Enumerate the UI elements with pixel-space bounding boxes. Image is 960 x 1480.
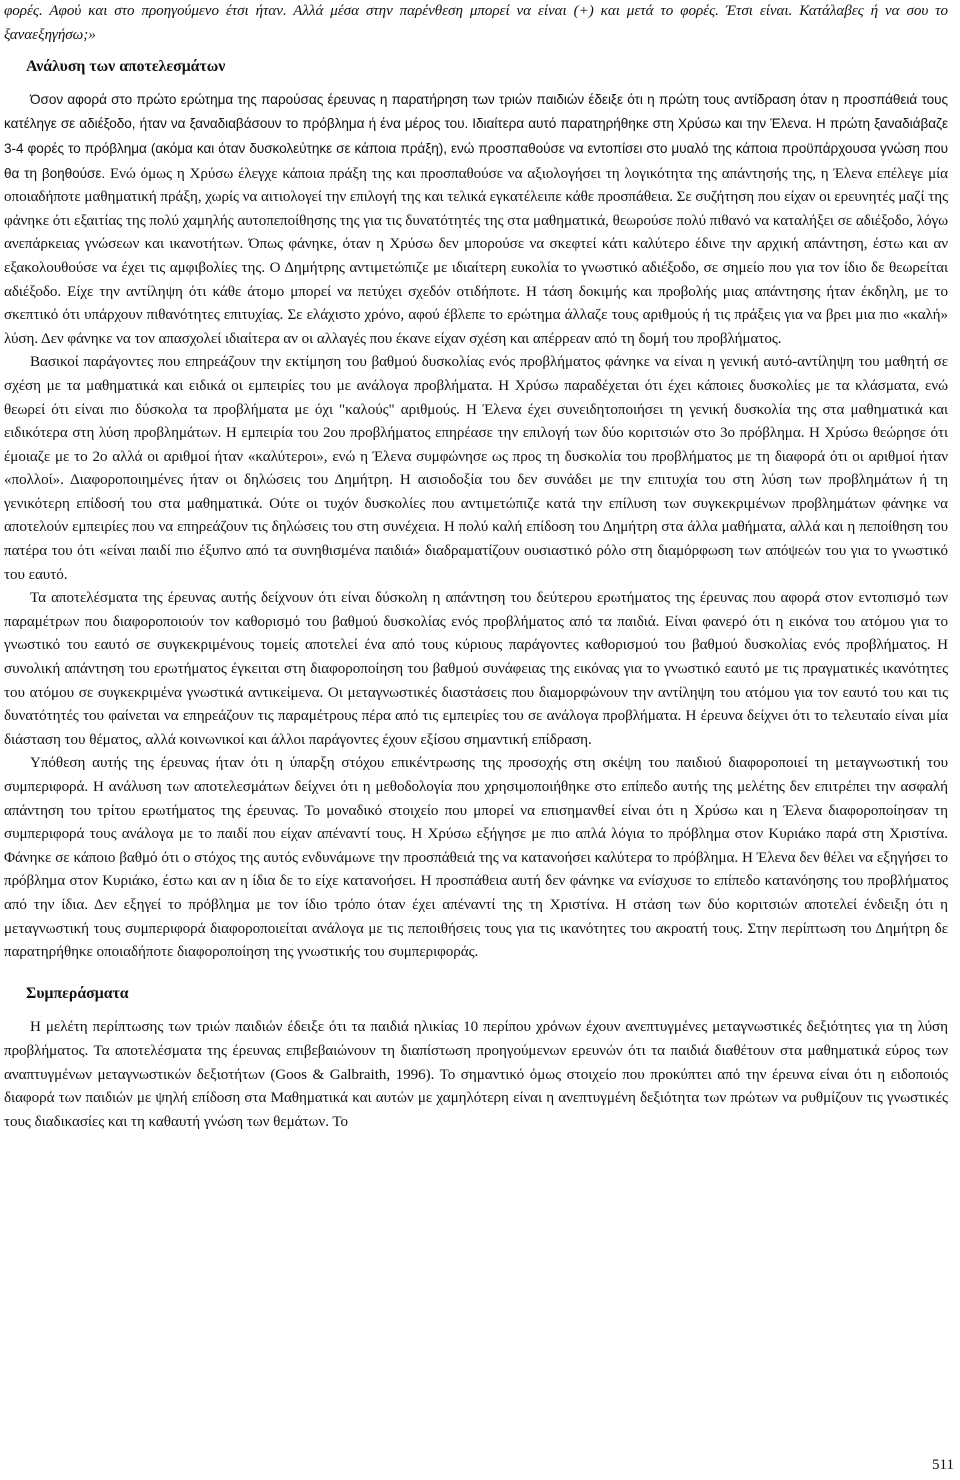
analysis-paragraph-3: Τα αποτελέσματα της έρευνας αυτής δείχνουν ότι είναι δύσκολη η απάντηση του δεύτερου ερωτήματος της έρευνας που αφορά στον εντοπισμό των παραμέτρων που διαφοροποιούν τον καθορισμό του βαθμού δυσκολίας ενός προβλήματος από τα παιδιά. Είναι φανερό ότι η εικόνα του ατόμου για το γνωστικό του εαυτό σε συγκεκριμένους τομείς αποτελεί ένα από τους κύριους παράγοντες καθορισμού του βαθμού δυσκολίας ενός προβλήματος. Η συνολική απάντηση του ερωτήματος έγκειται στη διαφοροποίηση του βαθμού συνάφειας της εικόνας για το γνωστικό εαυτό με τις πραγματικές ικανότητες του ατόμου σε συγκεκριμένα γνωστικά αντικείμενα. Οι μεταγνωστικές διαστάσεις που διαμορφώνουν την αντίληψη του ατόμου για τον εαυτό του και τις δυνατότητές του φαίνεται να επηρεάζουν τις παραμέτρους πέρα από τις εμπειρίες του σε ανάλογα προβλήματα. Η έρευνα δείχνει ότι το τελευταίο είναι μία διάσταση του θέματος, αλλά κοινωνικοί και άλλοι παράγοντες έχουν εξίσου σημαντική επίδραση. xyxy=(4,590,948,748)
intro-paragraph: φορές. Αφού και στο προηγούμενο έτσι ήταν. Αλλά μέσα στην παρένθεση μπορεί να είναι (+) και μετά το φορές. Έτσι είναι. Κατάλαβες ή να σου το ξαναεξηγήσω;» xyxy=(4,3,948,43)
analysis-paragraph-1-sans-text: Όσον αφορά στο πρώτο ερώτημα της παρούσας έρευνας η παρατήρηση των τριών παιδιών έδειξε ότι η πρώτη τους αντίδραση όταν η προσπάθειά τους κατέληγε σε αδιέξοδο, ήταν να ξαναδιαβάσουν το πρόβλημα ή ένα μέρος του. Ιδιαίτερα αυτό παρατηρήθηκε στη Χρύσω και την Έλενα. Η πρώτη ξαναδιάβαζε 3-4 φορές το πρόβλημα (ακόμα και όταν δυσκολεύτηκε σε κάποια πράξη), ενώ προσπαθούσε να εντοπίσει στο μυαλό της κάποια προϋπάρχουσα γνώση που θα τη βοηθούσε. xyxy=(4,91,948,181)
conclusions-paragraph-1: Η μελέτη περίπτωσης των τριών παιδιών έδειξε ότι τα παιδιά ηλικίας 10 περίπου χρόνων έχουν ανεπτυγμένες μεταγνωστικές δεξιότητες για τη λύση προβλήματος. Τα αποτελέσματα της έρευνας επιβεβαιώνουν τη διαπίστωση προηγούμενων ερευνών ότι τα παιδιά διαθέτουν στα μαθηματικά εύρος των αναπτυγμένων μεταγνωστικών δεξιοτήτων (Goos & Galbraith, 1996). Το σημαντικό όμως στοιχείο που προκύπτει από την έρευνα είναι ότι η ειδοποιός διαφορά των παιδιών με ψηλή επίδοση στα Μαθηματικά και αυτών με χαμηλότερη είναι η ανεπτυγμένη δεξιότητα των πρώτων να ρυθμίζουν τις γνωστικές τους διαδικασίες και τη καθαυτή γνώση των θεμάτων. Το xyxy=(4,1019,948,1130)
section-heading-conclusions: Συμπεράσματα xyxy=(26,984,129,1002)
analysis-paragraph-2: Βασικοί παράγοντες που επηρεάζουν την εκτίμηση του βαθμού δυσκολίας ενός προβλήματος φάνηκε να είναι η γενική αυτό-αντίληψη του μαθητή σε σχέση με τα μαθηματικά και ειδικά οι εμπειρίες του με ανάλογα προβλήματα. Η Χρύσω παραδέχεται ότι έχει κάποιες δυσκολίες με τα κλάσματα, ενώ θεωρεί ότι είναι πιο δύσκολα τα προβλήματα με όχι "καλούς" αριθμούς. Η Έλενα έχει συνειδητοποιήσει τη γενική δυσκολία της στα μαθηματικά και ειδικότερα στη λύση προβλημάτων. Η εμπειρία του 2ου προβλήματος επηρέασε την επιλογή των δύο κοριτσιών στο 3ο πρόβλημα. Η Χρύσω θεώρησε ότι έμοιαζε με το 2ο αλλά οι αριθμοί ήταν «καλύτεροι», ενώ η Έλενα συμφώνησε ως προς τη δυσκολία του προβλήματος με τη διαφορά ότι οι αριθμοί ήταν «πολλοί». Διαφοροποιημένες ήταν οι δηλώσεις του Δημήτρη. Η αισιοδοξία του δεν συνάδει με την επιτυχία του στη λύση των προβλημάτων ή τη γενικότερη επίδοσή του στα μαθηματικά. Ούτε οι τυχόν δυσκολίες που αντιμετώπιζε κατά την επίλυση των συγκεκριμένων προβλημάτων φάνηκε να αποτελούν εμπειρίες που να επηρεάζουν τις δηλώσεις του στη συνέχεια. Η πολύ καλή επίδοση του Δημήτρη στα άλλα μαθήματα, αλλά και η πεποίθηση του πατέρα του ότι «είναι παιδί πιο έξυπνο από τα συνηθισμένα παιδιά» διαδραματίζουν ουσιαστικό ρόλο στη διαμόρφωση των απόψεών του για το γνωστικό του εαυτό. xyxy=(4,354,948,583)
page-number: 511 xyxy=(932,1457,954,1473)
section-heading-analysis: Ανάλυση των αποτελεσμάτων xyxy=(26,58,226,76)
analysis-paragraph-4: Υπόθεση αυτής της έρευνας ήταν ότι η ύπαρξη στόχου επικέντρωσης της προσοχής στη σκέψη του παιδιού διαφοροποιεί τη μεταγνωστική του συμπεριφορά. Η ανάλυση των αποτελεσμάτων δείχνει ότι η μεθοδολογία που χρησιμοποιήθηκε στο επίπεδο αυτής της μελέτης δεν επιτρέπει την ασφαλή απάντηση του τρίτου ερωτήματος της έρευνας. Το μοναδικό στοιχείο που μπορεί να επισημανθεί είναι ότι η Χρύσω και η Έλενα διαφοροποίησαν τη συμπεριφορά τους ανάλογα με το παιδί που είχαν απέναντί τους. Η Χρύσω εξήγησε με πιο απλά λόγια το πρόβλημα στον Κυριάκο παρά στη Χριστίνα. Φάνηκε σε κάποιο βαθμό ότι ο στόχος της αυτός ενδυνάμωνε την προσπάθειά της να κατανοήσει καλύτερα το πρόβλημα. Η Έλενα δεν θέλει να εξηγήσει το πρόβλημα στον Κυριάκο, έστω και αν η ίδια δε το είχε κατανοήσει. Η προσπάθεια αυτή δεν φάνηκε να ενίσχυσε το επίπεδο κατανόησης του προβλήματος από την ίδια. Δεν εξηγεί το πρόβλημα με τον ίδιο τρόπο όταν έχει απέναντί της τη Χριστίνα. Η στάση των δύο κοριτσιών αποτελεί ένδειξη ότι η μεταγνωστική τους συμπεριφορά διαφοροποιείται ανάλογα με τις πεποιθήσεις τους για τις ικανότητες του ακροατή τους. Στην περίπτωση του Δημήτρη δε παρατηρήθηκε οποιαδήποτε διαφοροποίηση της γνωστικής του συμπεριφοράς. xyxy=(4,755,948,961)
analysis-paragraph-1 xyxy=(4,88,948,352)
analysis-paragraph-1-serif-text: Ενώ όμως η Χρύσω έλεγχε κάποια πράξη της και προσπαθούσε να αξιολογήσει τη λογικότητα της απάντησής της, η Έλενα επέλεγε μία οποιαδήποτε μαθηματική πράξη, χωρίς να αιτιολογεί την επιλογή της και τελικά εγκατέλειπε κάθε προσπάθεια. Σε συζήτηση που είχαν οι ερευνητές μαζί της φάνηκε ότι εξαιτίας της πολύ χαμηλής αυτοπεποίθησης της για τις δυνατότητές της στα μαθηματικά, θεωρούσε πολύ πιθανό να καταλήξει σε αδιέξοδο, λόγω ανεπάρκειας γνώσεων και ικανοτήτων. Όπως φάνηκε, όταν η Χρύσω δεν μπορούσε να σκεφτεί κάτι καλύτερο έδινε την αρχική απάντηση, έστω και αν εξακολουθούσε να έχει τις αμφιβολίες της. Ο Δημήτρης αντιμετώπιζε με ιδιαίτερη ευκολία το γνωστικό αδιέξοδο, σε σημείο που για τον ίδιο δε θεωρείται αδιέξοδο. Είχε την αντίληψη ότι κάθε άτομο μπορεί να πετύχει σχεδόν οτιδήποτε. Η τάση δοκιμής και προβολής μιας απάντησης ήταν έκδηλη, με το σκεπτικό ότι υπάρχουν πιθανότητες επιτυχίας. Σε ελάχιστο χρόνο, αφού έβλεπε το ερώτημα άλλαζε τους αριθμούς ή τις πράξεις για να βρει μια πιο «καλή» λύση. Δεν φάνηκε να τον απασχολεί ιδιαίτερα αν οι αλλαγές που έκανε είχαν σχέση και απέρρεαν από τη δομή του προβλήματος. xyxy=(4,165,949,347)
document-page xyxy=(4,0,948,1134)
